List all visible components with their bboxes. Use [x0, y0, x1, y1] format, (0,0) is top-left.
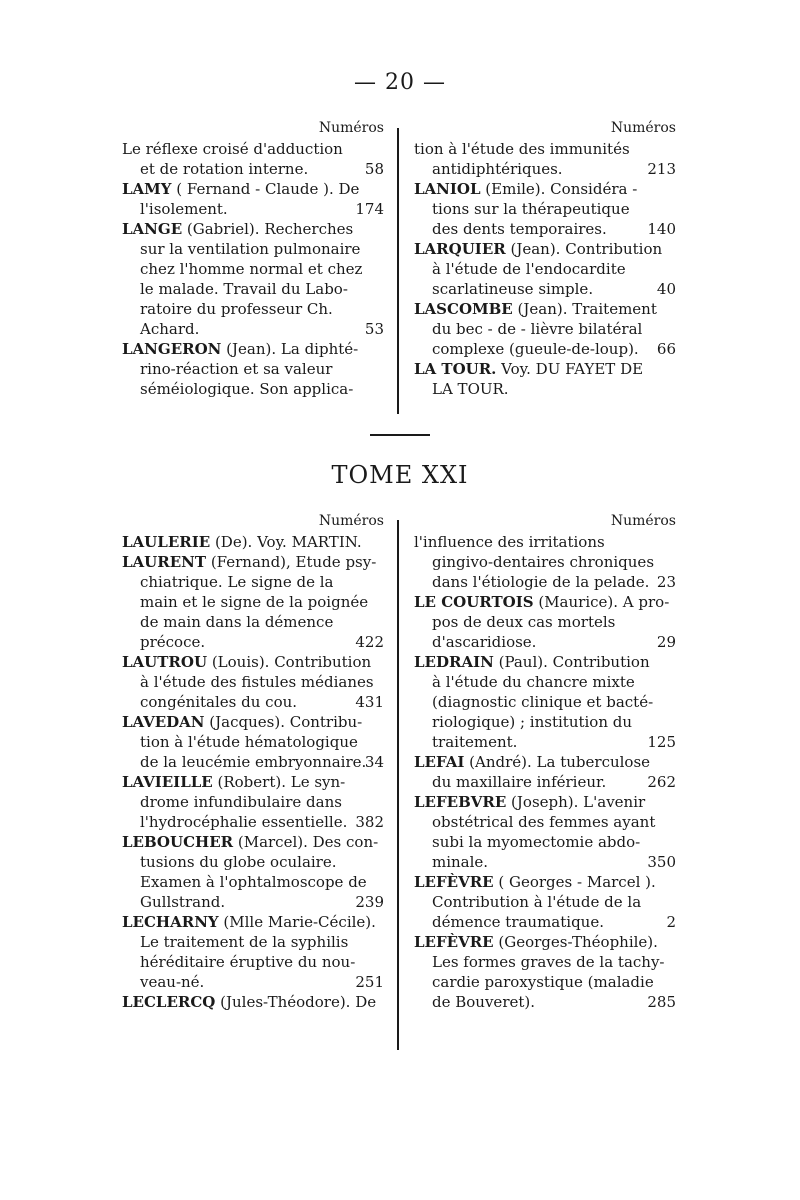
index-entry [414, 592, 676, 652]
index-entry [122, 219, 384, 339]
entry-number: 40 [656, 280, 676, 298]
entry-author-name: LANGERON [122, 340, 222, 358]
index-entry [414, 752, 676, 792]
entry-continuation-line: rino-réaction et sa valeur [140, 360, 333, 378]
entry-first-line [414, 299, 676, 319]
entry-first-line [414, 359, 676, 379]
entry-number: 66 [656, 340, 676, 358]
entry-continuation-line: l'isolement. [140, 200, 228, 218]
top-left-column [122, 118, 384, 399]
entry-number: 422 [355, 633, 384, 651]
entry-author-name: LEFÈVRE [414, 933, 494, 951]
entry-continuation-line: cardie paroxystique (maladie [432, 973, 654, 991]
index-entry [122, 652, 384, 712]
entry-author-name: LAURENT [122, 553, 207, 571]
entry-continuation-line: ratoire du professeur Ch. [140, 300, 333, 318]
entry-number: 350 [647, 853, 676, 871]
entry-first-line [414, 752, 676, 772]
bottom-left-column [122, 511, 384, 1012]
entry-first-line [414, 532, 676, 552]
index-entry [414, 532, 676, 592]
index-entry [122, 532, 384, 552]
numeros-label: Numéros [318, 120, 384, 136]
entry-continuation-line: Les formes graves de la tachy- [432, 953, 665, 971]
numeros-label: Numéros [610, 513, 676, 529]
entry-number: 140 [647, 220, 676, 238]
top-right-column [414, 118, 676, 399]
entry-first-line [122, 652, 384, 672]
entry-author-name: LEBOUCHER [122, 833, 234, 851]
index-entry [414, 872, 676, 932]
entry-continuation-line: sur la ventilation pulmonaire [140, 240, 361, 258]
entry-first-line-text: (Jacques). Contribu- [204, 713, 363, 731]
entry-continuation-line: main et le signe de la poignée [140, 593, 369, 611]
entry-first-line [414, 239, 676, 259]
index-entry [122, 772, 384, 832]
entry-continuation-line: et de rotation interne. [140, 160, 309, 178]
index-entry [414, 932, 676, 1012]
entry-first-line-text: (Louis). Contribution [207, 653, 372, 671]
entry-first-line [122, 219, 384, 239]
entry-first-line-text: ( Fernand - Claude ). De [171, 180, 360, 198]
entry-first-line-text: (Robert). Le syn- [212, 773, 346, 791]
entry-continuation-line: Contribution à l'étude de la [432, 893, 642, 911]
entry-number: 2 [666, 913, 676, 931]
entry-continuation-line: riologique) ; institution du [432, 713, 633, 731]
entry-number: 382 [355, 813, 384, 831]
entry-first-line [414, 932, 676, 952]
entry-continuation-line: antidiphtériques. [432, 160, 563, 178]
entry-continuation-line: gingivo-dentaires chroniques [432, 553, 655, 571]
entry-number: 53 [364, 320, 384, 338]
entry-continuation-line: démence traumatique. [432, 913, 604, 931]
entry-continuation-line: Examen à l'ophtalmoscope de [140, 873, 367, 891]
entry-first-line [122, 532, 384, 552]
entry-author-name: LASCOMBE [414, 300, 513, 318]
entry-continuation-line: Gullstrand. [140, 893, 226, 911]
entry-continuation-line: Achard. [140, 320, 200, 338]
entry-first-line [122, 139, 384, 159]
entry-continuation-line: dans l'étiologie de la pelade. [432, 573, 650, 591]
entry-first-line-text: (Gabriel). Recherches [182, 220, 354, 238]
entry-continuation-line: congénitales du cou. [140, 693, 298, 711]
entry-first-line-text: (Mlle Marie-Cécile). [218, 913, 376, 931]
entry-number: 239 [355, 893, 384, 911]
entry-continuation-line: Le traitement de la syphilis [140, 933, 349, 951]
entry-author-name: LANGE [122, 220, 183, 238]
entry-continuation-line: tions sur la thérapeutique [432, 200, 630, 218]
entry-number: 174 [355, 200, 384, 218]
entry-continuation-line: précoce. [140, 633, 206, 651]
entry-number: 29 [656, 633, 676, 651]
entry-author-name: LECHARNY [122, 913, 219, 931]
entry-first-line-text: Le réflexe croisé d'adduction [122, 140, 343, 158]
tome-title: TOME XXI [331, 461, 469, 489]
entry-first-line-text: (Marcel). Des con- [233, 833, 379, 851]
entry-number: 58 [364, 160, 384, 178]
entry-author-name: LAVEDAN [122, 713, 205, 731]
entry-first-line-text: l'influence des irritations [414, 533, 605, 551]
index-entry [122, 712, 384, 772]
entry-first-line [414, 592, 676, 612]
entry-continuation-line: à l'étude du chancre mixte [432, 673, 635, 691]
index-entry [414, 139, 676, 179]
entry-first-line [122, 832, 384, 852]
entry-number: 431 [355, 693, 384, 711]
entry-author-name: LAMY [122, 180, 172, 198]
entry-continuation-line: de main dans la démence [140, 613, 334, 631]
entry-continuation-line: de Bouveret). [432, 993, 536, 1011]
column-divider [397, 128, 399, 414]
entry-first-line [414, 139, 676, 159]
entry-continuation-line: séméiologique. Son applica- [140, 380, 354, 398]
entry-first-line-text: (Maurice). A pro- [533, 593, 670, 611]
entry-first-line-text: ( Georges - Marcel ). [493, 873, 656, 891]
entry-number: 262 [647, 773, 676, 791]
entry-author-name: LEFÈVRE [414, 873, 494, 891]
index-entry [122, 912, 384, 992]
entry-continuation-line: pos de deux cas mortels [432, 613, 616, 631]
entry-continuation-line: traitement. [432, 733, 518, 751]
entry-continuation-line: LA TOUR. [432, 380, 509, 398]
entry-number: 34 [364, 753, 384, 771]
index-entry [122, 179, 384, 219]
entry-continuation-line: des dents temporaires. [432, 220, 607, 238]
entry-author-name: LECLERCQ [122, 993, 216, 1011]
entry-first-line-text: (Fernand), Etude psy- [206, 553, 377, 571]
entry-first-line [122, 339, 384, 359]
entry-continuation-line: scarlatineuse simple. [432, 280, 594, 298]
entry-first-line-text: (Jean). Traitement [512, 300, 657, 318]
entry-continuation-line: chez l'homme normal et chez [140, 260, 363, 278]
entry-first-line-text: tion à l'étude des immunités [414, 140, 630, 158]
entry-first-line-text: (Jean). La diphté- [221, 340, 359, 358]
entry-continuation-line: (diagnostic clinique et bacté- [432, 693, 654, 711]
numeros-label: Numéros [318, 513, 384, 529]
entry-continuation-line: d'ascaridiose. [432, 633, 537, 651]
index-entry [122, 339, 384, 399]
index-entry [122, 992, 384, 1012]
entry-continuation-line: héréditaire éruptive du nou- [140, 953, 356, 971]
entry-continuation-line: obstétrical des femmes ayant [432, 813, 656, 831]
entry-first-line-text: (De). Voy. MARTIN. [210, 533, 362, 551]
entry-continuation-line: tion à l'étude hématologique [140, 733, 358, 751]
entry-author-name: LE COURTOIS [414, 593, 534, 611]
entry-author-name: LAUTROU [122, 653, 208, 671]
entry-author-name: LEFAI [414, 753, 465, 771]
entry-first-line [414, 652, 676, 672]
entry-first-line-text: (Joseph). L'avenir [506, 793, 646, 811]
entry-first-line [122, 772, 384, 792]
entry-first-line [414, 872, 676, 892]
entry-number: 251 [355, 973, 384, 991]
entry-continuation-line: complexe (gueule-de-loup). [432, 340, 639, 358]
entry-first-line [122, 992, 384, 1012]
entry-continuation-line: l'hydrocéphalie essentielle. [140, 813, 348, 831]
entry-author-name: LA TOUR. [414, 360, 497, 378]
entry-continuation-line: le malade. Travail du Labo- [140, 280, 348, 298]
entry-continuation-line: de la leucémie embryonnaire. [140, 753, 367, 771]
entry-first-line-text: Voy. DU FAYET DE [496, 360, 644, 378]
entry-first-line [414, 792, 676, 812]
index-entry [414, 652, 676, 752]
entry-author-name: LANIOL [414, 180, 481, 198]
entry-first-line-text: (André). La tuberculose [464, 753, 651, 771]
entry-author-name: LEDRAIN [414, 653, 494, 671]
entry-continuation-line: veau-né. [140, 973, 205, 991]
index-entry [414, 179, 676, 239]
entry-number: 125 [647, 733, 676, 751]
index-entry [414, 359, 676, 399]
entry-first-line-text: (Emile). Considéra - [480, 180, 638, 198]
index-entry [414, 792, 676, 872]
entry-first-line [122, 712, 384, 732]
entry-continuation-line: à l'étude des fistules médianes [140, 673, 374, 691]
entry-continuation-line: tusions du globe oculaire. [140, 853, 337, 871]
entry-continuation-line: à l'étude de l'endocardite [432, 260, 626, 278]
entry-author-name: LEFEBVRE [414, 793, 507, 811]
entry-continuation-line: du maxillaire inférieur. [432, 773, 607, 791]
index-entry [414, 239, 676, 299]
entry-number: 213 [647, 160, 676, 178]
entry-first-line [122, 179, 384, 199]
entry-number: 285 [647, 993, 676, 1011]
page-number: — 20 — [354, 70, 446, 95]
bottom-right-column [414, 511, 676, 1012]
section-rule [370, 434, 430, 436]
entry-first-line-text: (Paul). Contribution [493, 653, 650, 671]
entry-author-name: LARQUIER [414, 240, 506, 258]
index-entry [122, 832, 384, 912]
entry-continuation-line: minale. [432, 853, 489, 871]
index-entry [122, 139, 384, 179]
entry-first-line [122, 552, 384, 572]
entry-continuation-line: subi la myomectomie abdo- [432, 833, 641, 851]
entry-continuation-line: chiatrique. Le signe de la [140, 573, 334, 591]
entry-first-line-text: (Georges-Théophile). [493, 933, 658, 951]
column-divider [397, 520, 399, 1050]
entry-number: 23 [656, 573, 676, 591]
entry-first-line-text: (Jean). Contribution [505, 240, 663, 258]
index-entry [122, 552, 384, 652]
entry-first-line [122, 912, 384, 932]
entry-author-name: LAULERIE [122, 533, 211, 551]
entry-author-name: LAVIEILLE [122, 773, 213, 791]
index-entry [414, 299, 676, 359]
entry-first-line-text: (Jules-Théodore). De [215, 993, 377, 1011]
entry-first-line [414, 179, 676, 199]
entry-continuation-line: du bec - de - lièvre bilatéral [432, 320, 643, 338]
numeros-label: Numéros [610, 120, 676, 136]
entry-continuation-line: drome infundibulaire dans [140, 793, 342, 811]
